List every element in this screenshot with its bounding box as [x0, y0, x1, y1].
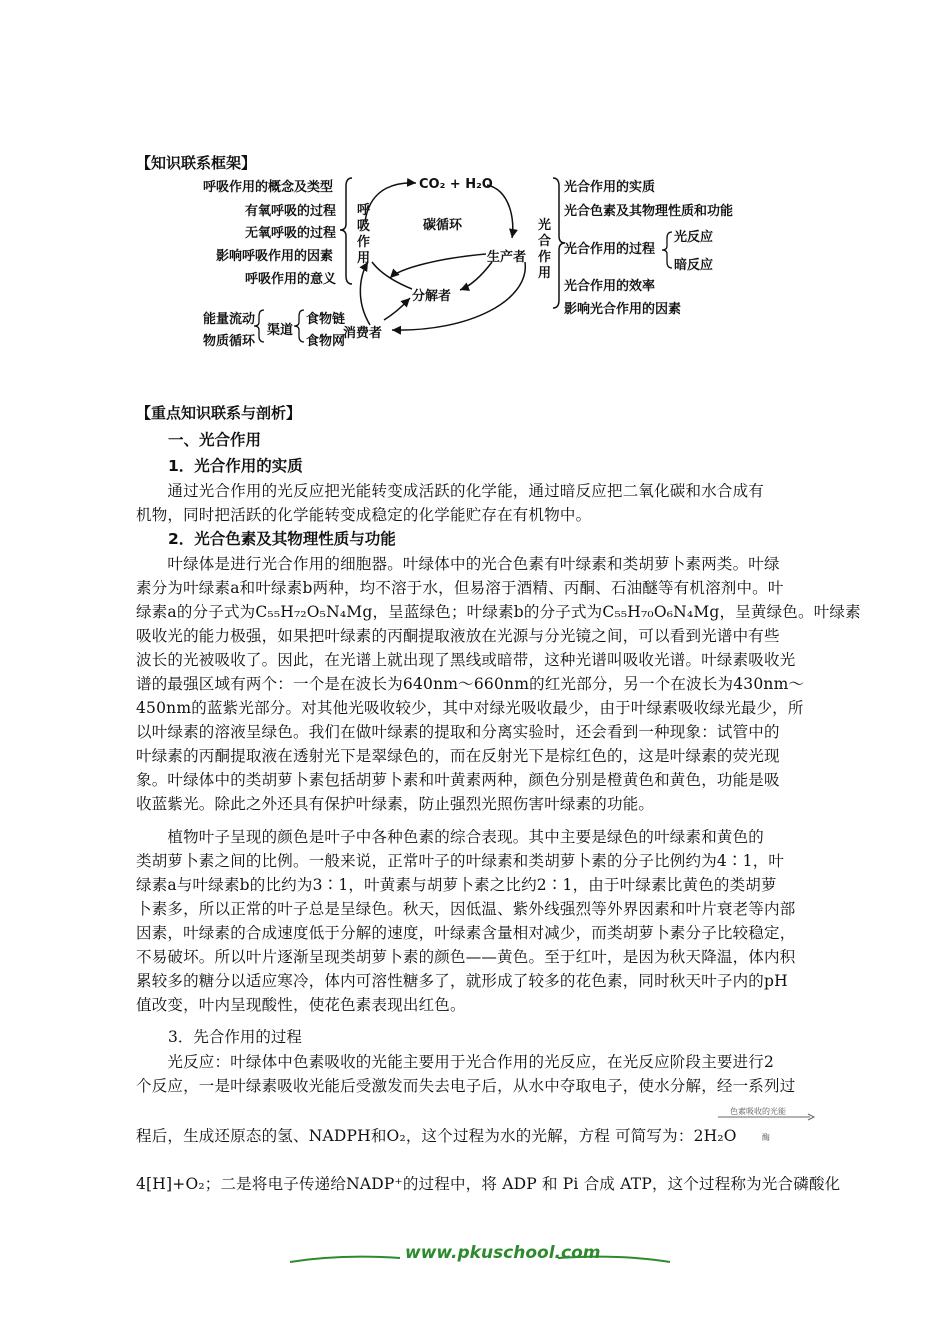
- arrow-consumer-to-decomposer: [384, 298, 410, 320]
- co2-label: CO₂ + H₂O: [419, 177, 493, 192]
- paragraph-line: 叶绿素的丙酮提取液在透射光下是翠绿色的，而在反射光下是棕红色的，这是叶绿素的荧光现: [136, 747, 780, 765]
- equation-arrow: [718, 1112, 818, 1122]
- equation-above-label: 色素吸收的光能: [730, 1107, 786, 1116]
- paragraph-line: 以叶绿素的溶液呈绿色。我们在做叶绿素的提取和分离实验时，还会看到一种现象：试管中的: [136, 723, 780, 741]
- paragraph-line: 通过光合作用的光反应把光能转变成活跃的化学能，通过暗反应把二氧化碳和水合成有: [136, 482, 765, 500]
- paragraph-line: 不易破坏。所以叶片逐渐呈现类胡萝卜素的颜色——黄色。至于红叶，是因为秋天降温，体内积: [136, 948, 796, 966]
- paragraph-line: 素分为叶绿素a和叶绿素b两种，均不溶于水，但易溶于酒精、丙酮、石油醚等有机溶剂中。叶: [136, 579, 784, 597]
- paragraph-line: 450nm的蓝紫光部分。对其他光吸收较少，其中对绿光吸收最少，由于叶绿素吸收绿光最少，所: [136, 699, 804, 717]
- producer-label: 生产者: [487, 250, 527, 265]
- arrow-co2-to-producer: [487, 185, 513, 238]
- paragraph-line: 吸收光的能力极强，如果把叶绿素的丙酮提取液放在光源与分光镜之间，可以看到光谱中有些: [136, 627, 780, 645]
- left-item: 无氧呼吸的过程: [245, 226, 337, 241]
- paragraph-line: 绿素a与叶绿素b的比约为3∶1，叶黄素与胡萝卜素之比约2∶1，由于叶绿素比黄色的类胡萝: [136, 876, 777, 894]
- matter-cycle-label: 物质循环: [203, 334, 256, 349]
- section-subtitle: 1．光合作用的实质: [168, 457, 303, 475]
- key-points-heading: 【重点知识联系与剖析】: [136, 404, 302, 422]
- left-item: 呼吸作用的概念及类型: [203, 180, 334, 195]
- framework-heading: 【知识联系框架】: [136, 154, 257, 172]
- paragraph-line: 类胡萝卜素之间的比例。一般来说，正常叶子的叶绿素和类胡萝卜素的分子比例约为4∶1，叶: [136, 852, 785, 870]
- footer-url[interactable]: www.pkuschool.com: [405, 1243, 601, 1263]
- left-item: 有氧呼吸的过程: [245, 204, 337, 219]
- arrow-producer-to-decomposer: [460, 262, 492, 290]
- left-item: 呼吸作用的意义: [245, 272, 337, 287]
- right-item: 光合作用的过程: [564, 242, 656, 257]
- paragraph-line: 叶绿体是进行光合作用的细胞器。叶绿体中的光合色素有叶绿素和类胡萝卜素两类。叶绿: [136, 555, 780, 573]
- food-web-label: 食物网: [306, 334, 346, 349]
- left-brace: [340, 178, 352, 284]
- consumer-label: 消费者: [343, 326, 383, 341]
- paragraph-line: 机物，同时把活跃的化学能转变成稳定的化学能贮存在有机物中。: [136, 506, 592, 524]
- decomposer-label: 分解者: [412, 289, 452, 304]
- paragraph-line: 光反应：叶绿体中色素吸收的光能主要用于光合作用的光反应，在光反应阶段主要进行2: [136, 1053, 775, 1071]
- paragraph-line: 累较多的糖分以适应寒冷，体内可溶性糖多了，就形成了较多的花色素，同时秋天叶子内的pH: [136, 972, 788, 990]
- food-chain-label: 食物链: [306, 312, 346, 327]
- paragraph-line: 程后，生成还原态的氢、NADPH和O₂，这个过程为水的光解，方程 可简写为：2H₂O: [136, 1127, 737, 1145]
- arrow-consumer-to-resp: [360, 262, 370, 325]
- channel-label: 渠道: [267, 323, 294, 338]
- right-item: 影响光合作用的因素: [564, 302, 682, 317]
- dark-reaction-label: 暗反应: [674, 258, 714, 273]
- photosynthesis-label: 光合作用: [538, 218, 552, 281]
- paragraph-line: 个反应，一是叶绿素吸收光能后受激发而失去电子后，从水中夺取电子，使水分解，经一系列过: [136, 1077, 796, 1095]
- section-subtitle: 3．先合作用的过程: [168, 1028, 302, 1046]
- energy-flow-label: 能量流动: [203, 312, 256, 327]
- paragraph-line: 因素，叶绿素的合成速度低于分解的速度，叶绿素含量相对减少，而类胡萝卜素分子比较稳定，: [136, 924, 796, 942]
- right-item: 光合作用的实质: [564, 180, 656, 195]
- equation-below-label: 酶: [762, 1133, 770, 1142]
- paragraph-line: 波长的光被吸收了。因此，在光谱上就出现了黑线或暗带，这种光谱叫吸收光谱。叶绿素吸收光: [136, 651, 796, 669]
- channel-brace-right: [294, 310, 304, 342]
- right-item: 光合作用的效率: [564, 279, 656, 294]
- carbon-cycle-label: 碳循环: [423, 218, 463, 233]
- paragraph-line: 植物叶子呈现的颜色是叶子中各种色素的综合表现。其中主要是绿色的叶绿素和黄色的: [136, 828, 765, 846]
- paragraph-line: 值改变，叶内呈现酸性，使花色素表现出红色。: [136, 996, 466, 1014]
- arrow-producer-to-resp: [390, 254, 486, 278]
- paragraph-line: 收蓝紫光。除此之外还具有保护叶绿素，防止强烈光照伤害叶绿素的功能。: [136, 795, 655, 813]
- process-brace: [662, 232, 672, 268]
- section-subtitle: 2．光合色素及其物理性质与功能: [168, 530, 396, 548]
- paragraph-line: 绿素a的分子式为C₅₅H₇₂O₅N₄Mg，呈蓝绿色；叶绿素b的分子式为C₅₅H₇₀O₆N₄Mg，呈黄绿色。叶绿素: [136, 603, 861, 621]
- paragraph-line: 谱的最强区域有两个：一个是在波长为640nm～660nm的红光部分，另一个在波长为430nm～: [136, 675, 805, 693]
- section-title: 一、光合作用: [168, 431, 262, 449]
- arrow-resp-to-co2: [365, 183, 416, 222]
- channel-brace-left: [254, 310, 264, 342]
- paragraph-line: 象。叶绿体中的类胡萝卜素包括胡萝卜素和叶黄素两种，颜色分别是橙黄色和黄色，功能是吸: [136, 771, 780, 789]
- right-item: 光合色素及其物理性质和功能: [564, 204, 734, 219]
- left-item: 影响呼吸作用的因素: [216, 249, 334, 264]
- paragraph-line: 4[H]+O₂；二是将电子传递给NADP⁺的过程中，将 ADP 和 Pi 合成 ATP，这个过程称为光合磷酸化: [136, 1175, 841, 1193]
- paragraph-line: 卜素多，所以正常的叶子总是呈绿色。秋天，因低温、紫外线强烈等外界因素和叶片衰老等内部: [136, 900, 796, 918]
- light-reaction-label: 光反应: [674, 230, 714, 245]
- respiration-label: 呼吸作用: [357, 203, 371, 266]
